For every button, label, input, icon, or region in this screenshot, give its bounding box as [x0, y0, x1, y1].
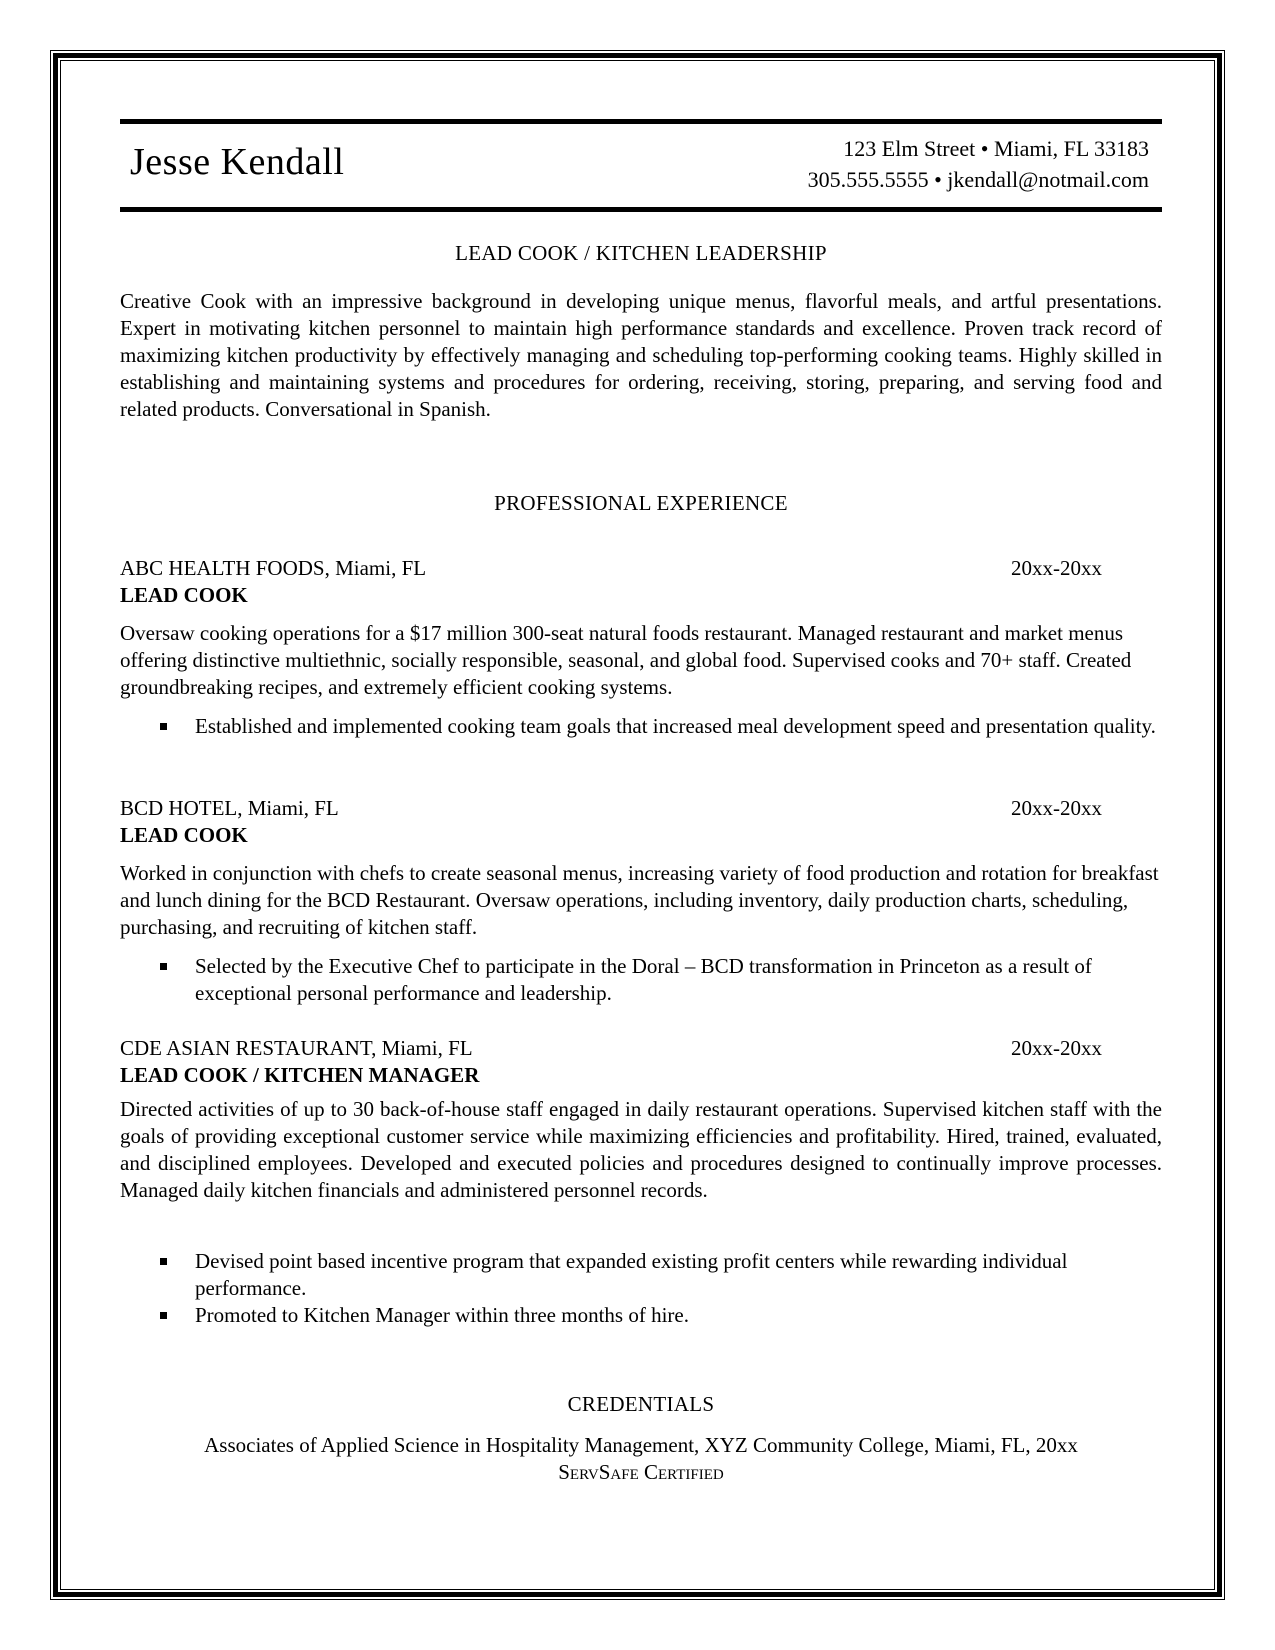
job-bullets: [120, 953, 1162, 1007]
summary-heading: LEAD COOK / KITCHEN LEADERSHIP: [455, 241, 827, 265]
job-title: LEAD COOK: [120, 583, 248, 607]
bullet-item: Selected by the Executive Chef to participate in the Doral – BCD transformation in Princeton as a result of exceptional personal performance and leadership.: [120, 953, 1162, 1007]
job-title: LEAD COOK / KITCHEN MANAGER: [120, 1063, 480, 1087]
employer: ABC HEALTH FOODS, Miami, FL: [120, 556, 427, 580]
summary-paragraph: Creative Cook with an impressive background in developing unique menus, flavorful meals, and artful presentations. Expert in motivating kitchen personnel to maintain high performance standards and excellence. Proven track record of maximizing kitchen productivity by effectively managing and scheduling top-performing cooking teams. Highly skilled in establishing and maintaining systems and procedures for ordering, receiving, storing, preparing, and serving food and related products. Conversational in Spanish.: [120, 289, 1162, 421]
job-description: Directed activities of up to 30 back-of-house staff engaged in daily restaurant operations. Supervised kitchen staff with the goals of providing exceptional customer service while maximizing efficiencies and profitability. Hired, trained, evaluated, and disciplined employees. Developed and executed policies and procedures designed to continually improve processes. Managed daily kitchen financials and administered personnel records.: [120, 1097, 1162, 1202]
address-line: 123 Elm Street • Miami, FL 33183: [843, 136, 1149, 161]
bullet-item: Established and implemented cooking team goals that increased meal development speed and presentation quality.: [120, 713, 1162, 740]
bullet-item: Promoted to Kitchen Manager within three months of hire.: [120, 1302, 1162, 1329]
experience-heading: PROFESSIONAL EXPERIENCE: [494, 491, 788, 515]
job-description: Worked in conjunction with chefs to create seasonal menus, increasing variety of food production and rotation for breakfast and lunch dining for the BCD Restaurant. Oversaw operations, including inventory, daily production charts, scheduling, purchasing, and recruiting of kitchen staff.: [120, 861, 1159, 939]
employer: BCD HOTEL, Miami, FL: [120, 796, 339, 820]
employer: CDE ASIAN RESTAURANT, Miami, FL: [120, 1036, 473, 1060]
job-bullets: [120, 1248, 1162, 1329]
job-dates: 20xx-20xx: [1011, 796, 1102, 820]
job-description: Oversaw cooking operations for a $17 million 300-seat natural foods restaurant. Managed restaurant and market menus offering distinctive multiethnic, socially responsible, seasonal, and global food. Supervised cooks and 70+ staff. Created groundbreaking recipes, and extremely efficient cooking systems.: [120, 621, 1132, 699]
square-bullet-icon: [160, 963, 167, 970]
degree-line: Associates of Applied Science in Hospitality Management, XYZ Community College, Miami, FL, 20xx: [204, 1433, 1078, 1457]
job-bullets: [120, 713, 1162, 740]
bullet-item: Devised point based incentive program that expanded existing profit centers while rewarding individual performance.: [120, 1248, 1162, 1302]
contact-block: [808, 133, 1149, 195]
candidate-name: Jesse Kendall: [130, 141, 345, 183]
job-header: [120, 555, 1102, 582]
header-bottom-rule: [120, 207, 1162, 212]
job-dates: 20xx-20xx: [1011, 1036, 1102, 1060]
job-dates: 20xx-20xx: [1011, 556, 1102, 580]
square-bullet-icon: [160, 723, 167, 730]
phone-email-line: 305.555.5555 • jkendall@notmail.com: [807, 167, 1149, 192]
job-header: [120, 1035, 1102, 1062]
certification-line: ServSafe Certified: [558, 1460, 724, 1484]
square-bullet-icon: [160, 1312, 167, 1319]
job-title: LEAD COOK: [120, 823, 248, 847]
credentials-heading: CREDENTIALS: [567, 1392, 715, 1416]
job-header: [120, 795, 1102, 822]
header-top-rule: [120, 119, 1162, 124]
square-bullet-icon: [160, 1258, 167, 1265]
